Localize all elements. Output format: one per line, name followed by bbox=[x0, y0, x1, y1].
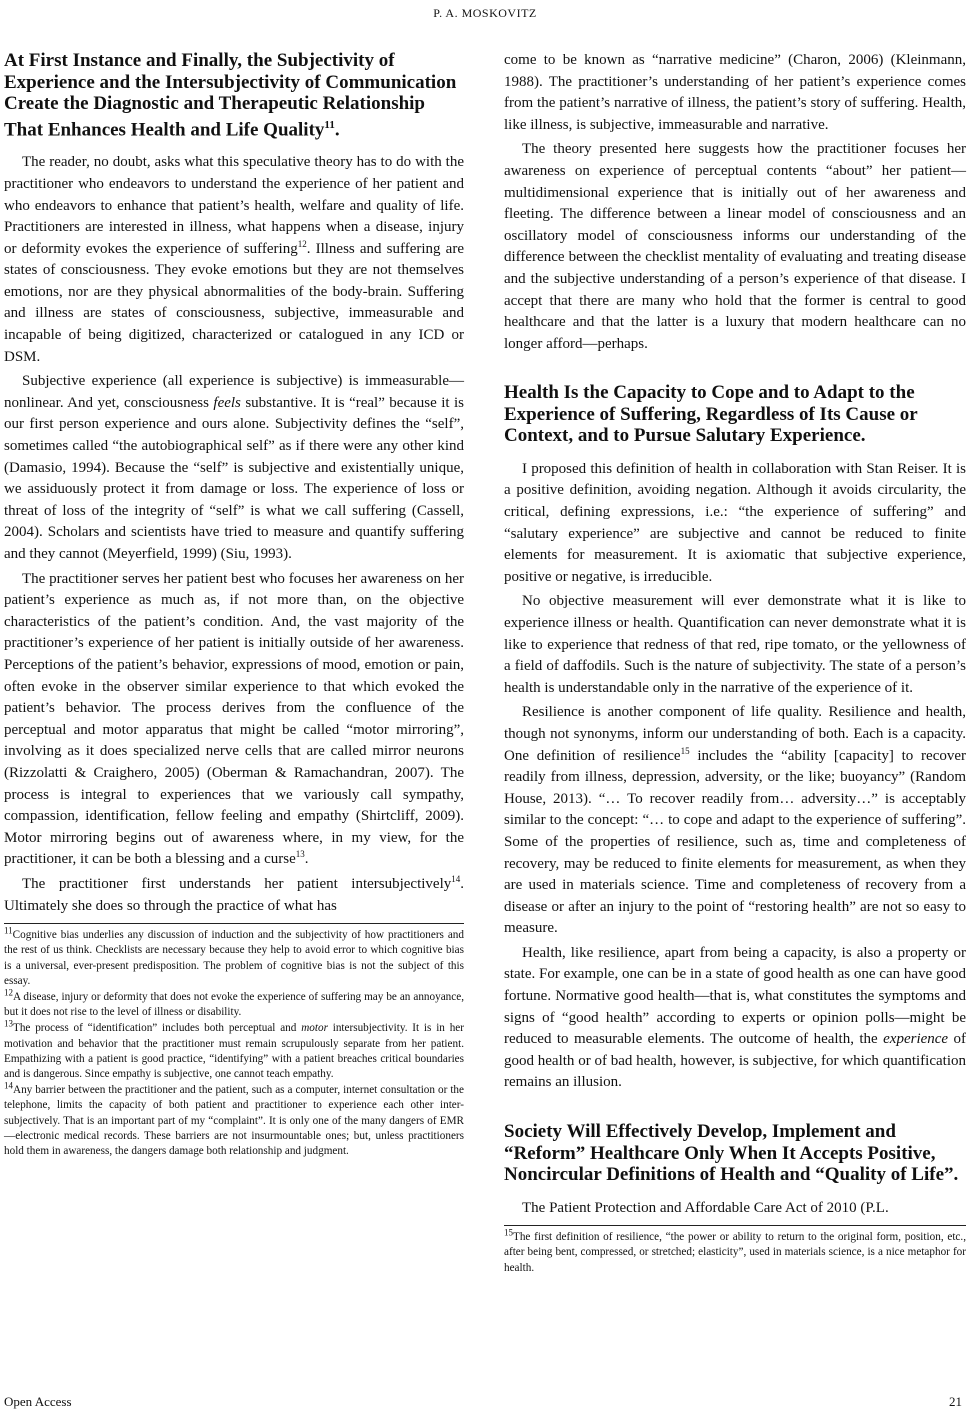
running-head: P. A. MOSKOVITZ bbox=[433, 6, 537, 20]
footnote-ref: 13 bbox=[295, 849, 305, 860]
paragraph bbox=[4, 371, 464, 565]
footnote bbox=[4, 1018, 464, 1082]
footnote-number: 12 bbox=[4, 987, 13, 998]
section-heading-2: Health Is the Capacity to Cope and to Adapt to the Experience of Suffering, Regardless of Its Cause or Context, and to Pursue Salutary Experience. bbox=[504, 382, 918, 447]
right-column bbox=[504, 50, 966, 1277]
paragraph: come to be known as “narrative medicine” (Charon, 2006) (Kleinmann, 1988). The practitioner’s understanding of her patient’s experience comes from the patient’s narrative of illness, the patient’s story of suffering. Health, like illness, is subjective, immeasurable and narrative. bbox=[504, 52, 966, 133]
text: The reader, no doubt, asks what this speculative theory has to do with the practitioner who endeavors to understand the experience of her patient and who endeavors to enhance that patient’s health, welfare and quality of life. Practitioners are interested in illness, what happens when a disease, injury or deformity evokes the experience of suffering bbox=[4, 154, 464, 257]
emphasis: feels bbox=[213, 394, 241, 411]
paragraph: The Patient Protection and Affordable Care Act of 2010 (P.L. bbox=[522, 1199, 889, 1216]
text: . Ultimately she does so through the practice of what has bbox=[4, 875, 464, 914]
emphasis: experience bbox=[883, 1031, 949, 1048]
footnote bbox=[4, 925, 464, 989]
paragraph: I proposed this definition of health in collaboration with Stan Reiser. It is a positive definition, avoiding negation. Although it avoids circularity, the critical, defining expressions, i.e.: “the experience of suffering” and “salutary experience” are subjective and cannot be reduced to finite elements for measurement. It is axiomatic that subjective experience, positive or negative, is irreducible. bbox=[504, 460, 966, 585]
footnote-text: Cognitive bias underlies any discussion of induction and the subjectivity of how practitioners and the rest of us think. Checklists are necessary because they help to avoid error to which cognitive bias is a universal, ever-present predisposition. The problem of cognitive bias is not the subject of this essay. bbox=[4, 929, 464, 987]
paragraph bbox=[504, 943, 966, 1094]
paragraph bbox=[4, 874, 464, 917]
text: Subjective experience (all experience is subjective) is immeasurable—nonlinear. And yet, consciousness bbox=[4, 373, 464, 411]
text: The practitioner first understands her patient intersubjectively bbox=[22, 875, 452, 892]
footnote bbox=[4, 987, 464, 1020]
left-column bbox=[4, 50, 464, 1160]
text: Resilience is another component of life quality. Resilience and health, though not synonyms, inform our understanding of both. Each is a capacity. One definition of resilience bbox=[504, 704, 966, 764]
footnote-text: Any barrier between the practitioner and the patient, such as a computer, internet consultation or the telephone, limits the capacity of both patient and practitioner to experience each other inter-subjectively. That is an important part of my “complaint”. It is only one of the many dangers of EMR—electronic medical records. These barriers are not insurmountable ones; but, unless practitioners hold them in awareness, the dangers damage both relationship and judgment. bbox=[4, 1084, 464, 1157]
paragraph: No objective measurement will ever demonstrate what it is like to experience illness or health. Quantification can never demonstrate what it is like to experience that redness of that red, ripe tomato, or the yellowness of a field of daffodils. Such is the nature of subjectivity. The state of a person’s health is understandable only in the narrative of the experience of it. bbox=[504, 593, 966, 696]
footnote-text: The first definition of resilience, “the power or ability to return to the original form, position, etc., after being bent, compressed, or stretched; elasticity”, used in materials science, is a nice metaphor for health. bbox=[504, 1231, 966, 1274]
paragraph: The theory presented here suggests how the practitioner focuses her awareness on experience of perceptual contents “about” her patient—multidimensional experience that is initially out of her awareness and fleeting. The difference between a linear model of consciousness and an oscillatory model of consciousness informs our understanding of the difference between the checklist mentality of evaluating and treating disease and the subjective understanding of a person’s experience of that disease. I accept that there are many who hold that the former is central to good healthcare and that the latter is a luxury that modern healthcare can no longer afford—perhaps. bbox=[504, 141, 966, 352]
footnote-number: 13 bbox=[4, 1018, 13, 1029]
footnote-number: 11 bbox=[4, 925, 13, 936]
footnote-text: intersubjectivity. It is in her motivation and behavior that the practitioner must remain scrupulously separate from her patient. Empathizing with a patient is good practice, “identifying” with a patient breaches critical boundaries and is dangerous. Since empathy is subjective, one cannot teach empathy. bbox=[4, 1022, 464, 1080]
paragraph bbox=[4, 569, 464, 871]
journal-footer: Open Access bbox=[4, 1394, 72, 1409]
text: of good health or of bad health, however, is subjective, for which quantification remains an illusion. bbox=[504, 1031, 967, 1091]
text: . bbox=[304, 851, 309, 868]
text: includes the “ability [capacity] to recover readily from illness, depression, adversity, or the like; buoyancy” (Random House, 2013). “… To recover readily from… adversity…” is acceptably similar to the concept: “… to cope and adapt to the experience of suffering”. Some of the properties of resilience, such as, time and completeness of recovery, may be reduced to finite elements for measurement, as when they are used in materials science. Time and completeness of recovery from a disease or after an injury to the point of “restoring health” are not so easy to measure. bbox=[504, 747, 966, 937]
footnote-number: 14 bbox=[4, 1080, 13, 1091]
heading-text: At First Instance and Finally, the Subjectivity of Experience and the Intersubjectivity of Communication Create the Diagnostic and Therapeutic Relationship That Enhances Health and Life Quality bbox=[4, 50, 457, 140]
emphasis: motor bbox=[301, 1022, 328, 1035]
text: . Illness and suffering are states of consciousness. They evoke emotions but they are not themselves emotions, nor are they physical abnormalities of the body-brain. Suffering and illness are states of consciousness, subjective, immeasurable and incapable of being digitized, characterized or catalogued in any ICD or DSM. bbox=[4, 240, 464, 365]
paragraph bbox=[504, 702, 966, 940]
footnote-ref: 14 bbox=[451, 873, 461, 884]
page-number: 21 bbox=[949, 1394, 962, 1409]
footnote-ref: 11 bbox=[324, 118, 335, 131]
section-heading-1: At First Instance and Finally, the Subjectivity of Experience and the Intersubjectivity of Communication Create the Diagnostic and Therapeutic Relationship That Enhances Health and Life Quality$^{11}$. bbox=[4, 50, 457, 140]
text: Health, like resilience, apart from being a capacity, is also a property or state. For example, one can be in a state of good health as one can have good fortune. Normative good health—that is, what constitutes the symptoms and signs of “good health” according to experts or opinion polls—might be reduced to measurable elements. The outcome of health, the bbox=[504, 944, 966, 1048]
footnote-number: 15 bbox=[504, 1227, 513, 1238]
section-heading-3: Society Will Effectively Develop, Implement and “Reform” Healthcare Only When It Accepts Positive, Noncircular Definitions of Health and “Quality of Life”. bbox=[504, 1121, 959, 1186]
footnote-divider bbox=[4, 923, 464, 924]
footnote bbox=[504, 1227, 966, 1276]
footnote-text: A disease, injury or deformity that does not evoke the experience of suffering may be an annoyance, but it does not rise to the level of illness or disability. bbox=[4, 990, 464, 1019]
footnote bbox=[4, 1080, 464, 1159]
footnote-ref: 12 bbox=[297, 238, 307, 249]
footnote-divider bbox=[504, 1225, 966, 1226]
text: The practitioner serves her patient best who focuses her awareness on her patient’s experience as much as, if not more than, on the objective characteristics of the patient’s condition. And, the vast majority of the practitioner’s experience of her patient is initially outside of her awareness. Perceptions of the patient’s behavior, expressions of mood, emotion or pain, often evoke in the observer similar experience to that which evoked the patient’s behavior. The process derives from the confluence of the perceptual and motor apparatus that might be called “motor mirroring”, involving as it does specialized nerve cells that are called mirror neurons (Rizzolatti & Craighero, 2005) (Oberman & Ramachandran, 2007). The process is integral to experiences that we variously call sympathy, compassion, identification, fellow feeling and empathy (Shirtcliff, 2009). Motor mirroring begins out of awareness where, in my view, for the practitioner, it can be both a blessing and a curse bbox=[4, 570, 464, 868]
footnote-text: The process of “identification” includes both perceptual and bbox=[13, 1022, 302, 1035]
text: substantive. It is “real” because it is our first person experience and ours alone. Subjectivity defines the “self”, sometimes called “the autobiographical self” as if there were any other kind (Damasio, 1994). Because the “self” is subjective and existentially unique, we assiduously protect it from damage or loss. The experience of loss or threat of loss of the integrity of “self” is what we call suffering (Cassell, 2004). Scholars and scientists have tried to measure and quantify suffering and they cannot (Meyerfield, 1999) (Siu, 1993). bbox=[4, 394, 465, 563]
footnote-ref: 15 bbox=[680, 745, 690, 756]
paragraph bbox=[4, 152, 464, 368]
